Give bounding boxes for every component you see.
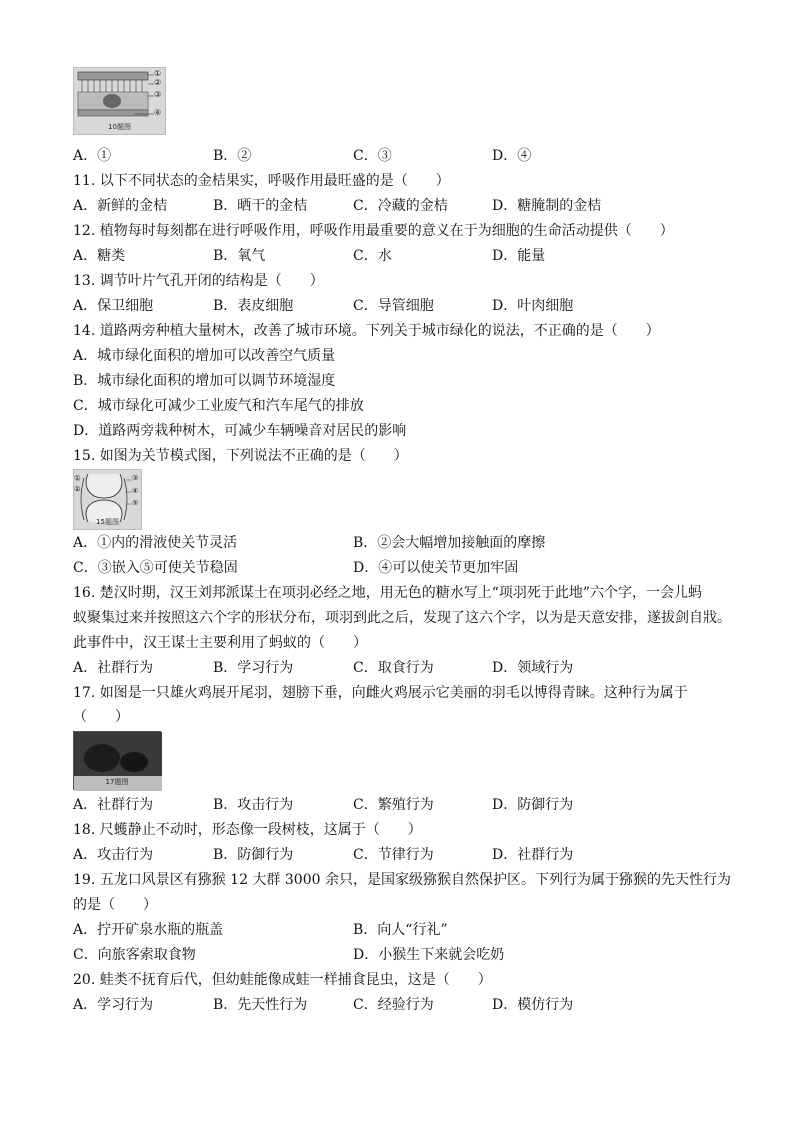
q11-option-d: D．糖腌制的金桔 [492,198,602,214]
q11-option-c: C．冷藏的金桔 [353,198,448,214]
q15-option-c: C．③嵌入⑤可使关节稳固 [73,560,238,576]
q16-option-d: D．领域行为 [492,660,574,676]
q10-option-a: A．① [73,148,112,164]
q20-option-d: D．模仿行为 [492,997,574,1013]
figure-10-label-2: ② [154,78,162,87]
figure-15-label-5: ⑤ [132,499,139,507]
q17-option-a: A．社群行为 [73,797,154,813]
q18-option-b: B．防御行为 [213,847,294,863]
figure-10-label-3: ③ [154,90,162,99]
q15-option-b: B．②会大幅增加接触面的摩擦 [353,535,546,551]
q19-option-a: A．拧开矿泉水瓶的瓶盖 [73,922,224,938]
q10-option-b: B．② [213,148,252,164]
figure-15-joint [73,469,142,530]
q15-stem: 15. 如图为关节模式图，下列说法不正确的是（ ） [73,448,408,464]
q13-option-c: C．导管细胞 [353,298,434,314]
q20-option-a: A．学习行为 [73,997,154,1013]
q16-stem-line-2: 蚁聚集过来并按照这六个字的形状分布，项羽到此之后，发现了这六个字，以为是天意安排，遂拔剑自戕。 [73,610,731,626]
q13-option-d: D．叶肉细胞 [492,298,574,314]
q14-option-b: B．城市绿化面积的增加可以调节环境湿度 [73,373,336,389]
q10-option-c: C．③ [353,148,392,164]
q11-option-a: A．新鲜的金桔 [73,198,168,214]
q13-stem: 13. 调节叶片气孔开闭的结构是（ ） [73,273,324,289]
q19-option-b: B．向人“行礼” [353,922,448,938]
q12-option-d: D．能量 [492,248,546,264]
q12-option-c: C．水 [353,248,392,264]
q19-stem-line-1: 19. 五龙口风景区有猕猴 12 大群 3000 余只，是国家级猕猴自然保护区。下列行为属于猕猴的先天性行为 [73,872,731,888]
q19-stem-line-2: 的是（ ） [73,897,157,913]
q19-option-c: C．向旅客索取食物 [73,947,196,963]
q13-option-b: B．表皮细胞 [213,298,294,314]
figure-15-label-3: ③ [132,474,139,482]
q12-option-b: B．氧气 [213,248,266,264]
q11-option-b: B．晒干的金桔 [213,198,308,214]
q17-option-b: B．攻击行为 [213,797,294,813]
q20-option-b: B．先天性行为 [213,997,308,1013]
figure-10-leaf-section [73,67,166,135]
q11-stem: 11. 以下不同状态的金桔果实，呼吸作用最旺盛的是（ ） [73,173,450,189]
figure-10-label-4: ④ [154,108,162,117]
q19-option-d: D．小猴生下来就会吃奶 [353,947,505,963]
q13-option-a: A．保卫细胞 [73,298,154,314]
figure-15-caption: 15题图 [96,518,119,526]
figure-15-label-1: ① [74,474,81,482]
q12-stem: 12. 植物每时每刻都在进行呼吸作用，呼吸作用最重要的意义在于为细胞的生命活动提供（ ） [73,223,674,239]
q14-stem: 14. 道路两旁种植大量树木，改善了城市环境。下列关于城市绿化的说法，不正确的是（ ） [73,323,660,339]
q14-option-a: A．城市绿化面积的增加可以改善空气质量 [73,348,336,364]
q17-option-c: C．繁殖行为 [353,797,434,813]
q20-option-c: C．经验行为 [353,997,434,1013]
q15-option-d: D．④可以使关节更加牢固 [353,560,519,576]
q16-option-a: A．社群行为 [73,660,154,676]
q17-stem-line-2: （ ） [73,709,129,725]
figure-17-caption: 17题图 [105,778,129,786]
q10-option-d: D．④ [492,148,532,164]
q16-stem-line-3: 此事件中，汉王谋士主要利用了蚂蚁的（ ） [73,635,367,651]
figure-17-turkey-photo [73,731,161,790]
q16-option-c: C．取食行为 [353,660,434,676]
q16-stem-line-1: 16. 楚汉时期，汉王刘邦派谋士在项羽必经之地，用无色的糖水写上“项羽死于此地”六个字，一会儿蚂 [73,585,703,601]
q14-option-d: D．道路两旁栽种树木，可减少车辆噪音对居民的影响 [73,423,407,439]
q16-option-b: B．学习行为 [213,660,294,676]
q20-stem: 20. 蛙类不抚育后代，但幼蛙能像成蛙一样捕食昆虫，这是（ ） [73,972,492,988]
q18-option-d: D．社群行为 [492,847,574,863]
q18-option-a: A．攻击行为 [73,847,154,863]
q17-stem-line-1: 17. 如图是一只雄火鸡展开尾羽，翅膀下垂，向雌火鸡展示它美丽的羽毛以博得青睐。这种行为属于 [73,685,688,701]
q14-option-c: C．城市绿化可减少工业废气和汽车尾气的排放 [73,398,364,414]
q18-option-c: C．节律行为 [353,847,434,863]
q15-option-a: A．①内的滑液使关节灵活 [73,535,238,551]
figure-10-caption: 10题图 [108,123,131,131]
figure-15-label-2: ② [74,485,81,493]
figure-15-label-4: ④ [132,487,139,495]
q12-option-a: A．糖类 [73,248,126,264]
q17-option-d: D．防御行为 [492,797,574,813]
q18-stem: 18. 尺蠖静止不动时，形态像一段树枝，这属于（ ） [73,822,422,838]
figure-10-label-1: ① [154,69,162,78]
